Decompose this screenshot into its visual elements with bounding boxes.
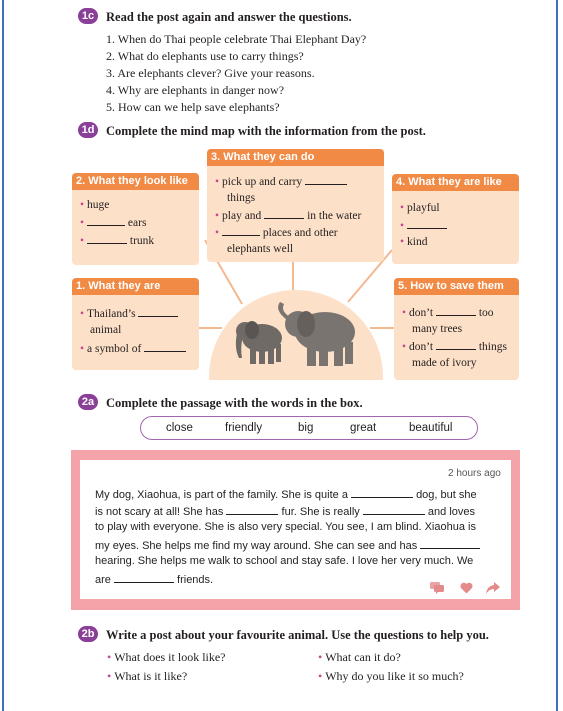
section-title-1c: Read the post again and answer the questions. — [106, 10, 352, 24]
mindmap-item: • Thailand’s — [80, 306, 178, 321]
word-bank-box — [140, 416, 478, 440]
section-badge-1d: 1d — [78, 122, 98, 138]
mindmap-item: • a symbol of — [80, 341, 186, 356]
section-title-2a: Complete the passage with the words in the box. — [106, 396, 363, 410]
writing-prompt: • What does it look like? — [107, 650, 226, 664]
mindmap-item-cont: elephants well — [227, 243, 294, 255]
section-title-2b: Write a post about your favourite animal. Use the questions to help you. — [106, 628, 489, 642]
writing-prompt: • Why do you like it so much? — [318, 669, 464, 683]
answer-blank[interactable] — [305, 174, 347, 185]
mindmap-item: • — [400, 218, 447, 233]
post-text-line: hearing. She helps me walk to school and stay safe. I love her very much. We — [95, 555, 474, 567]
word-bank-item: close — [166, 422, 193, 434]
heart-icon[interactable] — [460, 582, 473, 594]
post-text-line: My dog, Xiaohua, is part of the family. She is quite a dog, but she — [95, 489, 477, 501]
post-text-line: are friends. — [95, 574, 214, 586]
answer-blank[interactable] — [144, 341, 186, 352]
word-bank-item: big — [298, 422, 314, 434]
answer-blank[interactable] — [351, 487, 413, 498]
mindmap-heading: 1. What they are — [72, 278, 199, 295]
post-timestamp: 2 hours ago — [448, 468, 501, 479]
word-bank-item: beautiful — [409, 422, 453, 434]
mindmap-heading: 3. What they can do — [207, 149, 384, 166]
mindmap-item-cont: animal — [90, 324, 122, 336]
answer-blank[interactable] — [407, 218, 447, 229]
answer-blank[interactable] — [436, 339, 476, 350]
answer-blank[interactable] — [87, 233, 127, 244]
mindmap-item: • places and other — [215, 227, 338, 239]
section-badge-2a: 2a — [78, 394, 98, 410]
question-item: 4. Why are elephants in danger now? — [106, 83, 285, 97]
answer-blank[interactable] — [363, 504, 425, 515]
section-badge-1c: 1c — [78, 8, 98, 24]
mindmap-item-cont: things — [227, 192, 256, 204]
word-bank-item: friendly — [225, 422, 263, 434]
answer-blank[interactable] — [436, 305, 476, 316]
share-icon[interactable] — [486, 582, 500, 594]
question-item: 3. Are elephants clever? Give your reasons. — [106, 66, 315, 80]
mindmap-item: • ears — [80, 217, 147, 229]
writing-prompt: • What can it do? — [318, 650, 401, 664]
answer-blank[interactable] — [420, 538, 480, 549]
question-item: 2. What do elephants use to carry things? — [106, 49, 304, 63]
post-text-line: to play with everyone. She is also very special. You see, I am blind. Xiaohua is — [95, 521, 476, 533]
question-item: 1. When do Thai people celebrate Thai Elephant Day? — [106, 32, 367, 46]
mindmap-item: • don’t too — [402, 307, 494, 319]
answer-blank[interactable] — [138, 306, 178, 317]
mindmap-item: • kind — [400, 236, 428, 248]
post-text-line: my eyes. She helps me find my way around. She can see and has — [95, 538, 480, 553]
word-bank-item: great — [350, 422, 377, 434]
mindmap-item: • playful — [400, 202, 440, 214]
mindmap-item-cont: made of ivory — [412, 357, 477, 369]
answer-blank[interactable] — [222, 225, 260, 236]
answer-blank[interactable] — [264, 208, 304, 219]
writing-prompt: • What is it like? — [107, 669, 188, 683]
mindmap-item: • huge — [80, 199, 110, 211]
section-title-1d: Complete the mind map with the information from the post. — [106, 124, 426, 138]
mindmap-heading: 5. How to save them — [394, 278, 519, 295]
answer-blank[interactable] — [114, 572, 174, 583]
mindmap-item: • play and in the water — [215, 210, 362, 222]
mindmap-item: • pick up and carry — [215, 174, 347, 189]
post-text-line: is not scary at all! She has fur. She is really and loves — [95, 506, 476, 518]
section-badge-2b: 2b — [78, 626, 98, 642]
comment-icon[interactable] — [430, 582, 444, 594]
mindmap-item: • don’t things — [402, 341, 507, 353]
answer-blank[interactable] — [87, 215, 125, 226]
question-item: 5. How can we help save elephants? — [106, 100, 280, 114]
answer-blank[interactable] — [226, 504, 278, 515]
elephants-illustration — [232, 300, 372, 370]
mindmap-heading: 4. What they are like — [392, 174, 519, 191]
mindmap-item-cont: many trees — [412, 323, 463, 335]
mindmap-item: • trunk — [80, 235, 155, 247]
mindmap-heading: 2. What they look like — [72, 173, 199, 190]
